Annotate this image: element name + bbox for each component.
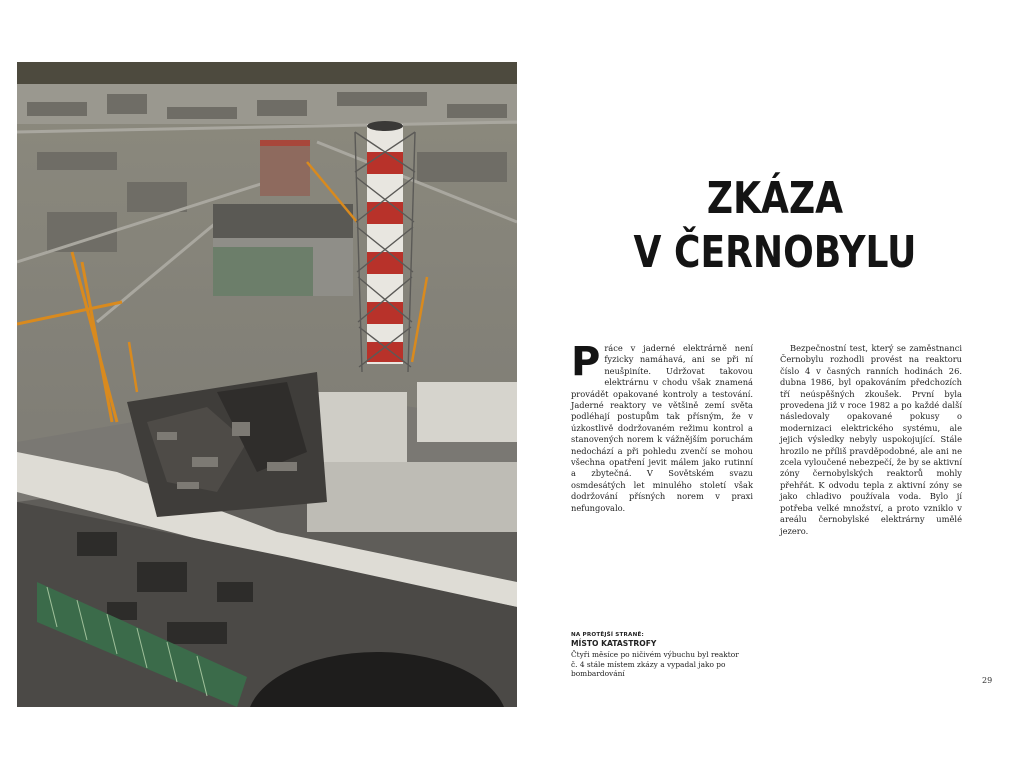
forest-horizon: [17, 62, 517, 84]
caption-text: Čtyři měsíce po ničivém výbuchu byl reaktor č. 4 stále místem zkázy a vypadal jako po bombardování: [571, 650, 739, 679]
headline-line-2: V ČERNOBYLU: [633, 227, 917, 278]
headline-line-1: ZKÁZA: [706, 173, 844, 224]
photo-caption: [571, 632, 741, 679]
headline: [632, 172, 919, 280]
article-text-left: ráce v jaderné elektrárně není fyzicky namáhavá, ani se při ní neušpiníte. Udržovat takovou elektrárnu v chodu však znamená provádět opakované kontroly a testování. Jaderné reaktory ve většině zemí světa podléhají postupům tak přísným, že v úzkostlivě dodržovaném režimu kontrol a stanovených norem k vážnějším poruchám nedochází a při pohledu zvenčí se mohou všechna opatření jevit málem jako rutinní a zbytečná. V Sovětském svazu osmdesátých let minulého století však dodržování přísných norem v praxi nefungovalo.: [571, 343, 753, 513]
chernobyl-reactor-photo: [17, 62, 517, 707]
caption-kicker: NA PROTĚJŠÍ STRANĚ:: [571, 632, 644, 638]
admin-building: [260, 140, 310, 196]
aerial-reactor-illustration: [17, 62, 517, 707]
article-column-left: [571, 339, 753, 514]
caption-title: MÍSTO KATASTROFY: [571, 639, 657, 648]
page-number: 29: [982, 676, 993, 685]
dropcap: P: [571, 339, 601, 385]
article-column-right: Bezpečnostní test, který se zaměstnanci Černobylu rozhodli provést na reaktoru číslo 4 v časných ranních hodinách 26. dubna 1986, byl opakováním předchozích tří neúspěšných zkoušek. První byla provedena již v roce 1982 a po každé další následovaly opakované pokusy o modernizaci elektrického systému, ale jejich výsledky nebyly uspokojující. Stále hrozilo ne příliš pravděpodobné, ale ani ne zcela vyloučené nebezpečí, že by se aktivní zóny černobylských reaktorů mohly přehřát. K odvodu tepla z aktivní zóny se jako chladivo používala voda. Bylo jí potřeba velké množství, a proto vzniklo v areálu černobylské elektrárny umělé jezero.: [780, 343, 962, 536]
